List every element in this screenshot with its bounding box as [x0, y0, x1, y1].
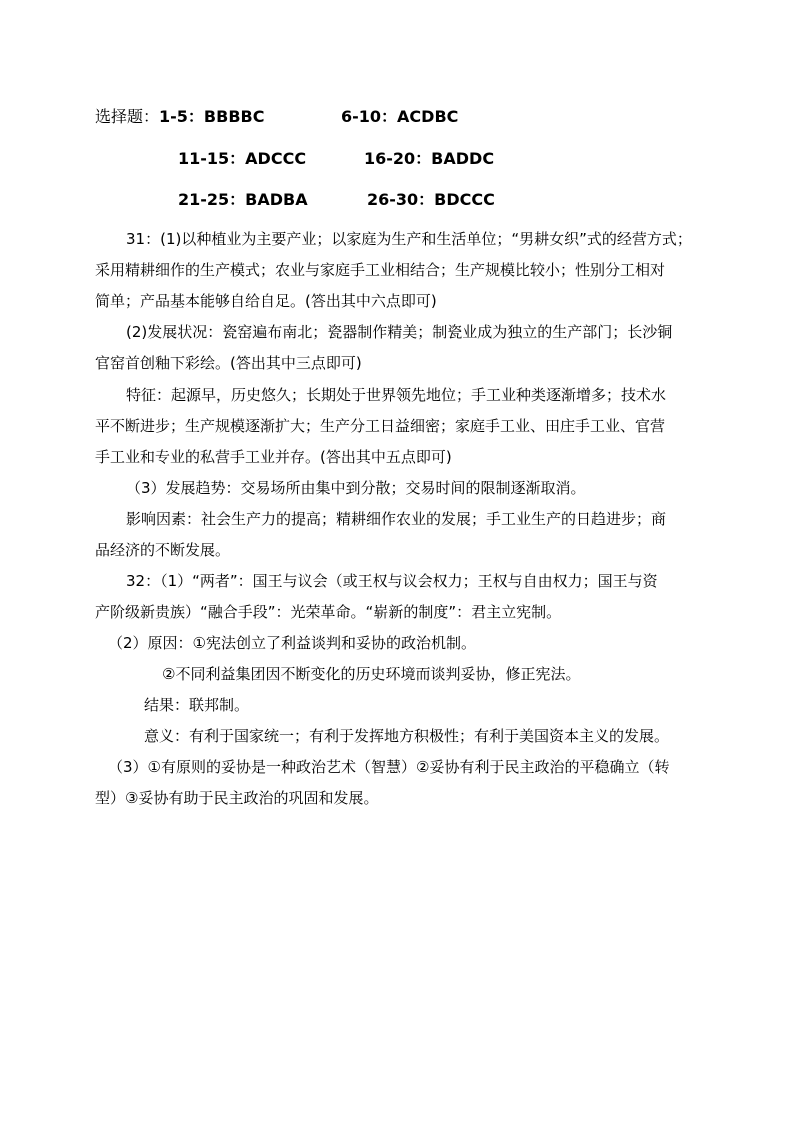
choice-row2-a: 11-15：ADCCC: [178, 149, 307, 168]
q32-p1-line2: 产阶级新贵族）“融合手段”：光荣革命。“崭新的制度”：君主立宪制。: [95, 603, 562, 621]
q31-p3-line2: 平不断进步；生产规模逐渐扩大；生产分工日益细密；家庭手工业、田庄手工业、官营: [95, 417, 666, 435]
q32-p3-line2: 型）③妥协有助于民主政治的巩固和发展。: [95, 789, 379, 807]
q31-p3-line1: 特征：起源早，历史悠久；长期处于世界领先地位；手工业种类逐渐增多；技术水: [126, 386, 667, 404]
q31-p5-line1: 影响因素：社会生产力的提高；精耕细作农业的发展；手工业生产的日趋进步；商: [126, 510, 667, 528]
choice-row2-b: 16-20：BADDC: [364, 149, 495, 168]
q31-p3-line3: 手工业和专业的私营手工业并存。(答出其中五点即可): [95, 448, 452, 466]
q32-p2-line2: ②不同利益集团因不断变化的历史环境而谈判妥协，修正宪法。: [162, 665, 581, 683]
q31-p2-line1: (2)发展状况：瓷窑遍布南北；瓷器制作精美；制瓷业成为独立的生产部门；长沙铜: [126, 323, 673, 341]
q31-p4-line1: （3）发展趋势：交易场所由集中到分散；交易时间的限制逐渐取消。: [126, 479, 586, 497]
q32-p2-line3: 结果：联邦制。: [144, 696, 250, 714]
q31-p1-line1: 31：(1)以种植业为主要产业；以家庭为生产和生活单位；“男耕女织”式的经营方式；: [126, 230, 692, 248]
q32-p2-line4: 意义：有利于国家统一；有利于发挥地方积极性；有利于美国资本主义的发展。: [144, 727, 670, 745]
q31-p1-line3: 简单；产品基本能够自给自足。(答出其中六点即可): [95, 292, 437, 310]
q31-p1-line2: 采用精耕细作的生产模式；农业与家庭手工业相结合；生产规模比较小；性别分工相对: [95, 261, 666, 279]
choice-row1-b: 6-10：ACDBC: [341, 107, 459, 126]
q31-p5-line2: 品经济的不断发展。: [95, 541, 231, 559]
q31-p2-line2: 官窑首创釉下彩绘。(答出其中三点即可): [95, 354, 362, 372]
q32-p3-line1: （3）①有原则的妥协是一种政治艺术（智慧）②妥协有利于民主政治的平稳确立（转: [108, 758, 670, 776]
choice-row3-b: 26-30：BDCCC: [367, 190, 495, 209]
q32-p2-line1: （2）原因：①宪法创立了利益谈判和妥协的政治机制。: [108, 634, 476, 652]
choice-label: [95, 106, 264, 128]
choice-row1-a: 1-5：BBBBC: [159, 107, 265, 126]
choice-label-text: 选择题：: [95, 107, 160, 126]
choice-row3-a: 21-25：BADBA: [178, 190, 308, 209]
q32-p1-line1: 32：（1）“两者”：国王与议会（或王权与议会权力；王权与自由权力；国王与资: [126, 572, 658, 590]
